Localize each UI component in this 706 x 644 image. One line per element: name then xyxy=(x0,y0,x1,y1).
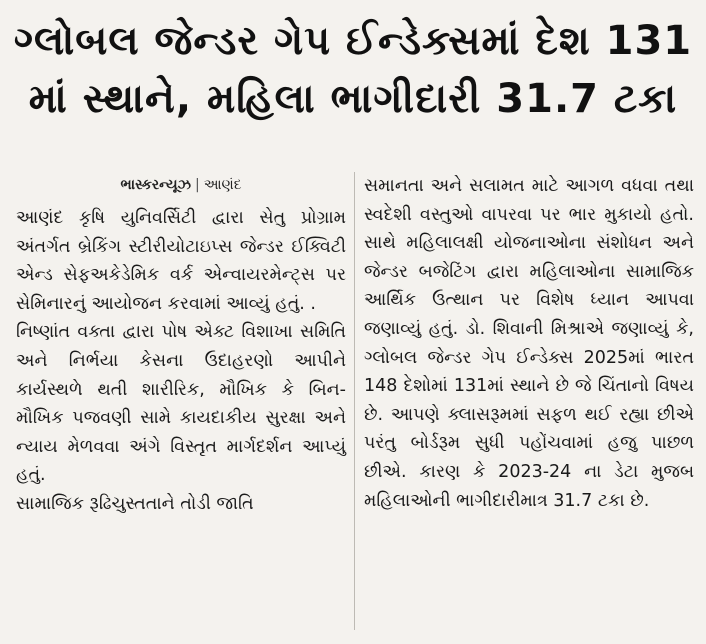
dateline-separator: | xyxy=(194,177,200,193)
dateline-place: આણંદ xyxy=(203,177,242,193)
headline-line-2: માં સ્થાને, મહિલા ભાગીદારી 31.7 ટકા xyxy=(28,76,678,122)
body-paragraph: આણંદ કૃષિ યુનિવર્સિટી દ્વારા સેતુ પ્રોગ્રામ અંતર્ગત બ્રેકિંગ સ્ટીરીયોટાઇપ્સ જેન્ડર ઈક્વિટી એન્ડ સેફઅકેડેમિક વર્ક એન્વાયરમેન્ટ્સ પર સેમિનારનું આયોજન કરવામાં આવ્યું હતું. . xyxy=(16,208,346,314)
column-divider xyxy=(354,172,355,630)
headline xyxy=(0,12,706,128)
body-paragraph: સામાજિક રૂઢિચુસ્તતાને તોડી જાતિ xyxy=(16,493,254,514)
dateline xyxy=(16,172,346,198)
headline-line-1: ગ્લોબલ જેન્ડર ગેપ ઈન્ડેક્સમાં દેશ 131 xyxy=(13,18,693,64)
article-column-left xyxy=(16,172,346,519)
body-paragraph: નિષ્ણાંત વક્તા દ્વારા પોષ એક્ટ વિશાખા સમિતિ અને નિર્ભયા કેસના ઉદાહરણો આપીને કાર્યસ્થળે થતી શારીરિક, મૌખિક કે બિન-મૌખિક પજવણી સામે કાયદાકીય સુરક્ષા અને ન્યાય મેળવવા અંગે વિસ્તૃત માર્ગદર્શન આપ્યું હતું. xyxy=(16,322,346,486)
article-column-right xyxy=(364,172,694,515)
dateline-brand: ભાસ્કરન્યૂઝ xyxy=(120,177,191,193)
body-paragraph: સમાનતા અને સલામત માટે આગળ વધવા તથા સ્વદેશી વસ્તુઓ વાપરવા પર ભાર મુકાયો હતો. સાથે મહિલાલક્ષી યોજનાઓના સંશોધન અને જેન્ડર બજેટિંગ દ્વારા મહિલાઓના સામાજિક આર્થિક ઉત્થાન પર વિશેષ ધ્યાન આપવા જણાવ્યું હતું. ડો. શિવાની મિશ્રાએ જણાવ્યું કે, ગ્લોબલ જેન્ડર ગેપ ઈન્ડેક્સ 2025માં ભારત 148 દેશોમાં 131માં સ્થાને છે જે ચિંતાનો વિષય છે. આપણે ક્લાસરૂમમાં સફળ થઈ રહ્યા છીએ પરંતુ બોર્ડરૂમ સુધી પહોંચવામાં હજુ પાછળ છીએ. કારણ કે 2023-24 ના ડેટા મુજબ મહિલાઓની ભાગીદારીમાત્ર 31.7 ટકા છે. xyxy=(364,176,694,511)
